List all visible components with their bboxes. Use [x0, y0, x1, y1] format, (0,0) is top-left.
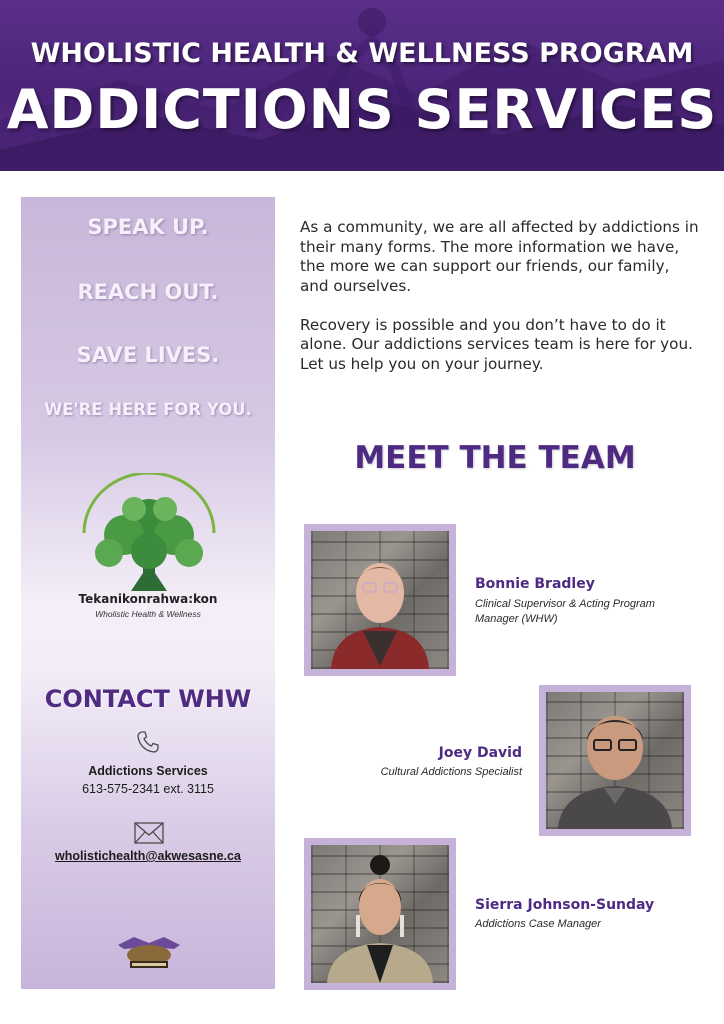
service-title: ADDICTIONS SERVICES	[6, 78, 718, 141]
team-heading: MEET THE TEAM	[354, 440, 636, 476]
member-name-2: Joey David	[438, 745, 522, 761]
intro-paragraph-2: Recovery is possible and you don’t have to do it alone. Our addictions services team is here for you. Let us help you on your journey.	[300, 315, 693, 373]
program-title: WHOLISTIC HEALTH & WELLNESS PROGRAM	[30, 38, 694, 69]
slogan-save-lives: SAVE LIVES.	[76, 343, 220, 367]
sidebar-panel	[21, 197, 275, 989]
member-role-3: Addictions Case Manager	[475, 918, 601, 930]
intro-text	[300, 218, 700, 394]
member-photo-image	[311, 531, 449, 669]
member-photo-bonnie	[304, 524, 456, 676]
slogan-speak-up: SPEAK UP.	[87, 215, 209, 239]
member-role-2: Cultural Addictions Specialist	[380, 766, 522, 778]
slogan-reach-out: REACH OUT.	[77, 280, 219, 304]
person-silhouette-icon	[311, 845, 449, 983]
header-banner	[0, 0, 724, 171]
phone-icon	[136, 730, 160, 754]
contact-heading: CONTACT WHW	[44, 685, 252, 713]
logo-subtitle: Wholistic Health & Wellness	[95, 609, 201, 619]
contact-service-label: Addictions Services	[88, 764, 208, 778]
council-seal-icon	[114, 933, 184, 971]
member-photo-image	[546, 692, 684, 829]
member-photo-joey	[539, 685, 691, 836]
contact-phone-number[interactable]: 613-575-2341 ext. 3115	[82, 782, 214, 796]
member-name-3: Sierra Johnson-Sunday	[475, 897, 655, 913]
intro-paragraph-1: As a community, we are all affected by addictions in their many forms. The more information we have, the more we can support our friends, our family, and ourselves.	[300, 218, 699, 295]
member-photo-sierra	[304, 838, 456, 990]
person-silhouette-icon	[311, 531, 449, 669]
logo-name: Tekanikonrahwa:kon	[78, 592, 218, 606]
slogan-here-for-you: WE'RE HERE FOR YOU.	[44, 400, 252, 419]
member-role-1: Clinical Supervisor & Acting Program Manager (WHW)	[475, 598, 655, 625]
member-photo-image	[311, 845, 449, 983]
person-silhouette-icon	[546, 692, 684, 829]
contact-email-link[interactable]: wholistichealth@akwesasne.ca	[55, 849, 241, 863]
mail-icon	[134, 822, 164, 844]
member-name-1: Bonnie Bradley	[475, 576, 595, 592]
